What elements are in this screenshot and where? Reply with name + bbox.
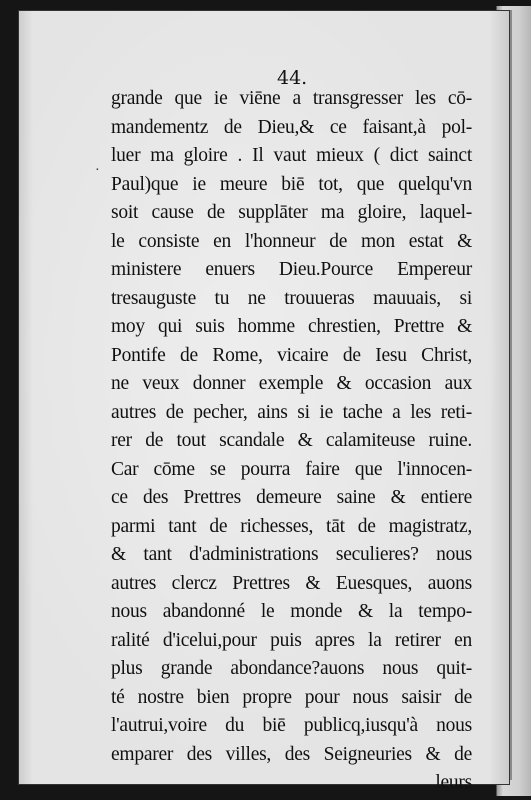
text-line: le consiste en l'honneur de mon estat & (111, 230, 472, 252)
text-line: mandementz de Dieu,& ce faisant,à pol- (111, 116, 472, 138)
text-line: l'autrui,voire du biē publicq,iusqu'à nous (111, 715, 472, 736)
text-line: ce des Prettres demeure saine & entiere (111, 487, 472, 508)
text-line: Pontife de Rome, vicaire de Iesu Christ, (111, 344, 472, 366)
text-line: té nostre bien propre pour nous saisir de (111, 686, 472, 708)
text-line: parmi tant de richesses, tāt de magistratz, (111, 515, 472, 537)
page-number: 44. (277, 67, 308, 89)
text-line: emparer des villes, des Seigneuries & de (111, 743, 472, 765)
body-text (111, 85, 472, 798)
text-line: nous abandonné le monde & la tempo- (111, 601, 472, 622)
text-line: Car cōme se pourra faire que l'innocen- (111, 458, 472, 480)
text-line: ministere enuers Dieu.Pource Empereur (111, 259, 472, 280)
text-line: moy qui suis homme chrestien, Prettre & (111, 316, 472, 337)
text-line: autres de pecher, ains si ie tache a les reti- (111, 401, 472, 423)
text-line: soit cause de supplāter ma gloire, laquel- (111, 202, 472, 223)
book-page (18, 10, 510, 793)
text-line: & tant d'administrations seculieres? nous (111, 544, 472, 565)
text-line: ralité d'icelui,pour puis apres la retirer en (111, 629, 472, 651)
text-line: luer ma gloire . Il vaut mieux ( dict sainct (111, 145, 472, 166)
text-line: plus grande abondance?auons nous quit- (111, 658, 472, 679)
catchword: leurs (435, 772, 472, 793)
page-edge-shadow (510, 10, 512, 780)
text-line: Paul)que ie meure biē tot, que quelqu'vn (111, 173, 472, 195)
ink-speck: · (95, 163, 100, 178)
text-line: tresauguste tu ne trouueras mauuais, si (111, 287, 472, 309)
text-line: ne veux donner exemple & occasion aux (111, 373, 472, 394)
text-line: grande que ie viēne a transgresser les cō- (111, 88, 472, 109)
text-line: rer de tout scandale & calamiteuse ruine. (111, 430, 472, 451)
text-line: autres clercz Prettres & Euesques, auons (111, 572, 472, 594)
